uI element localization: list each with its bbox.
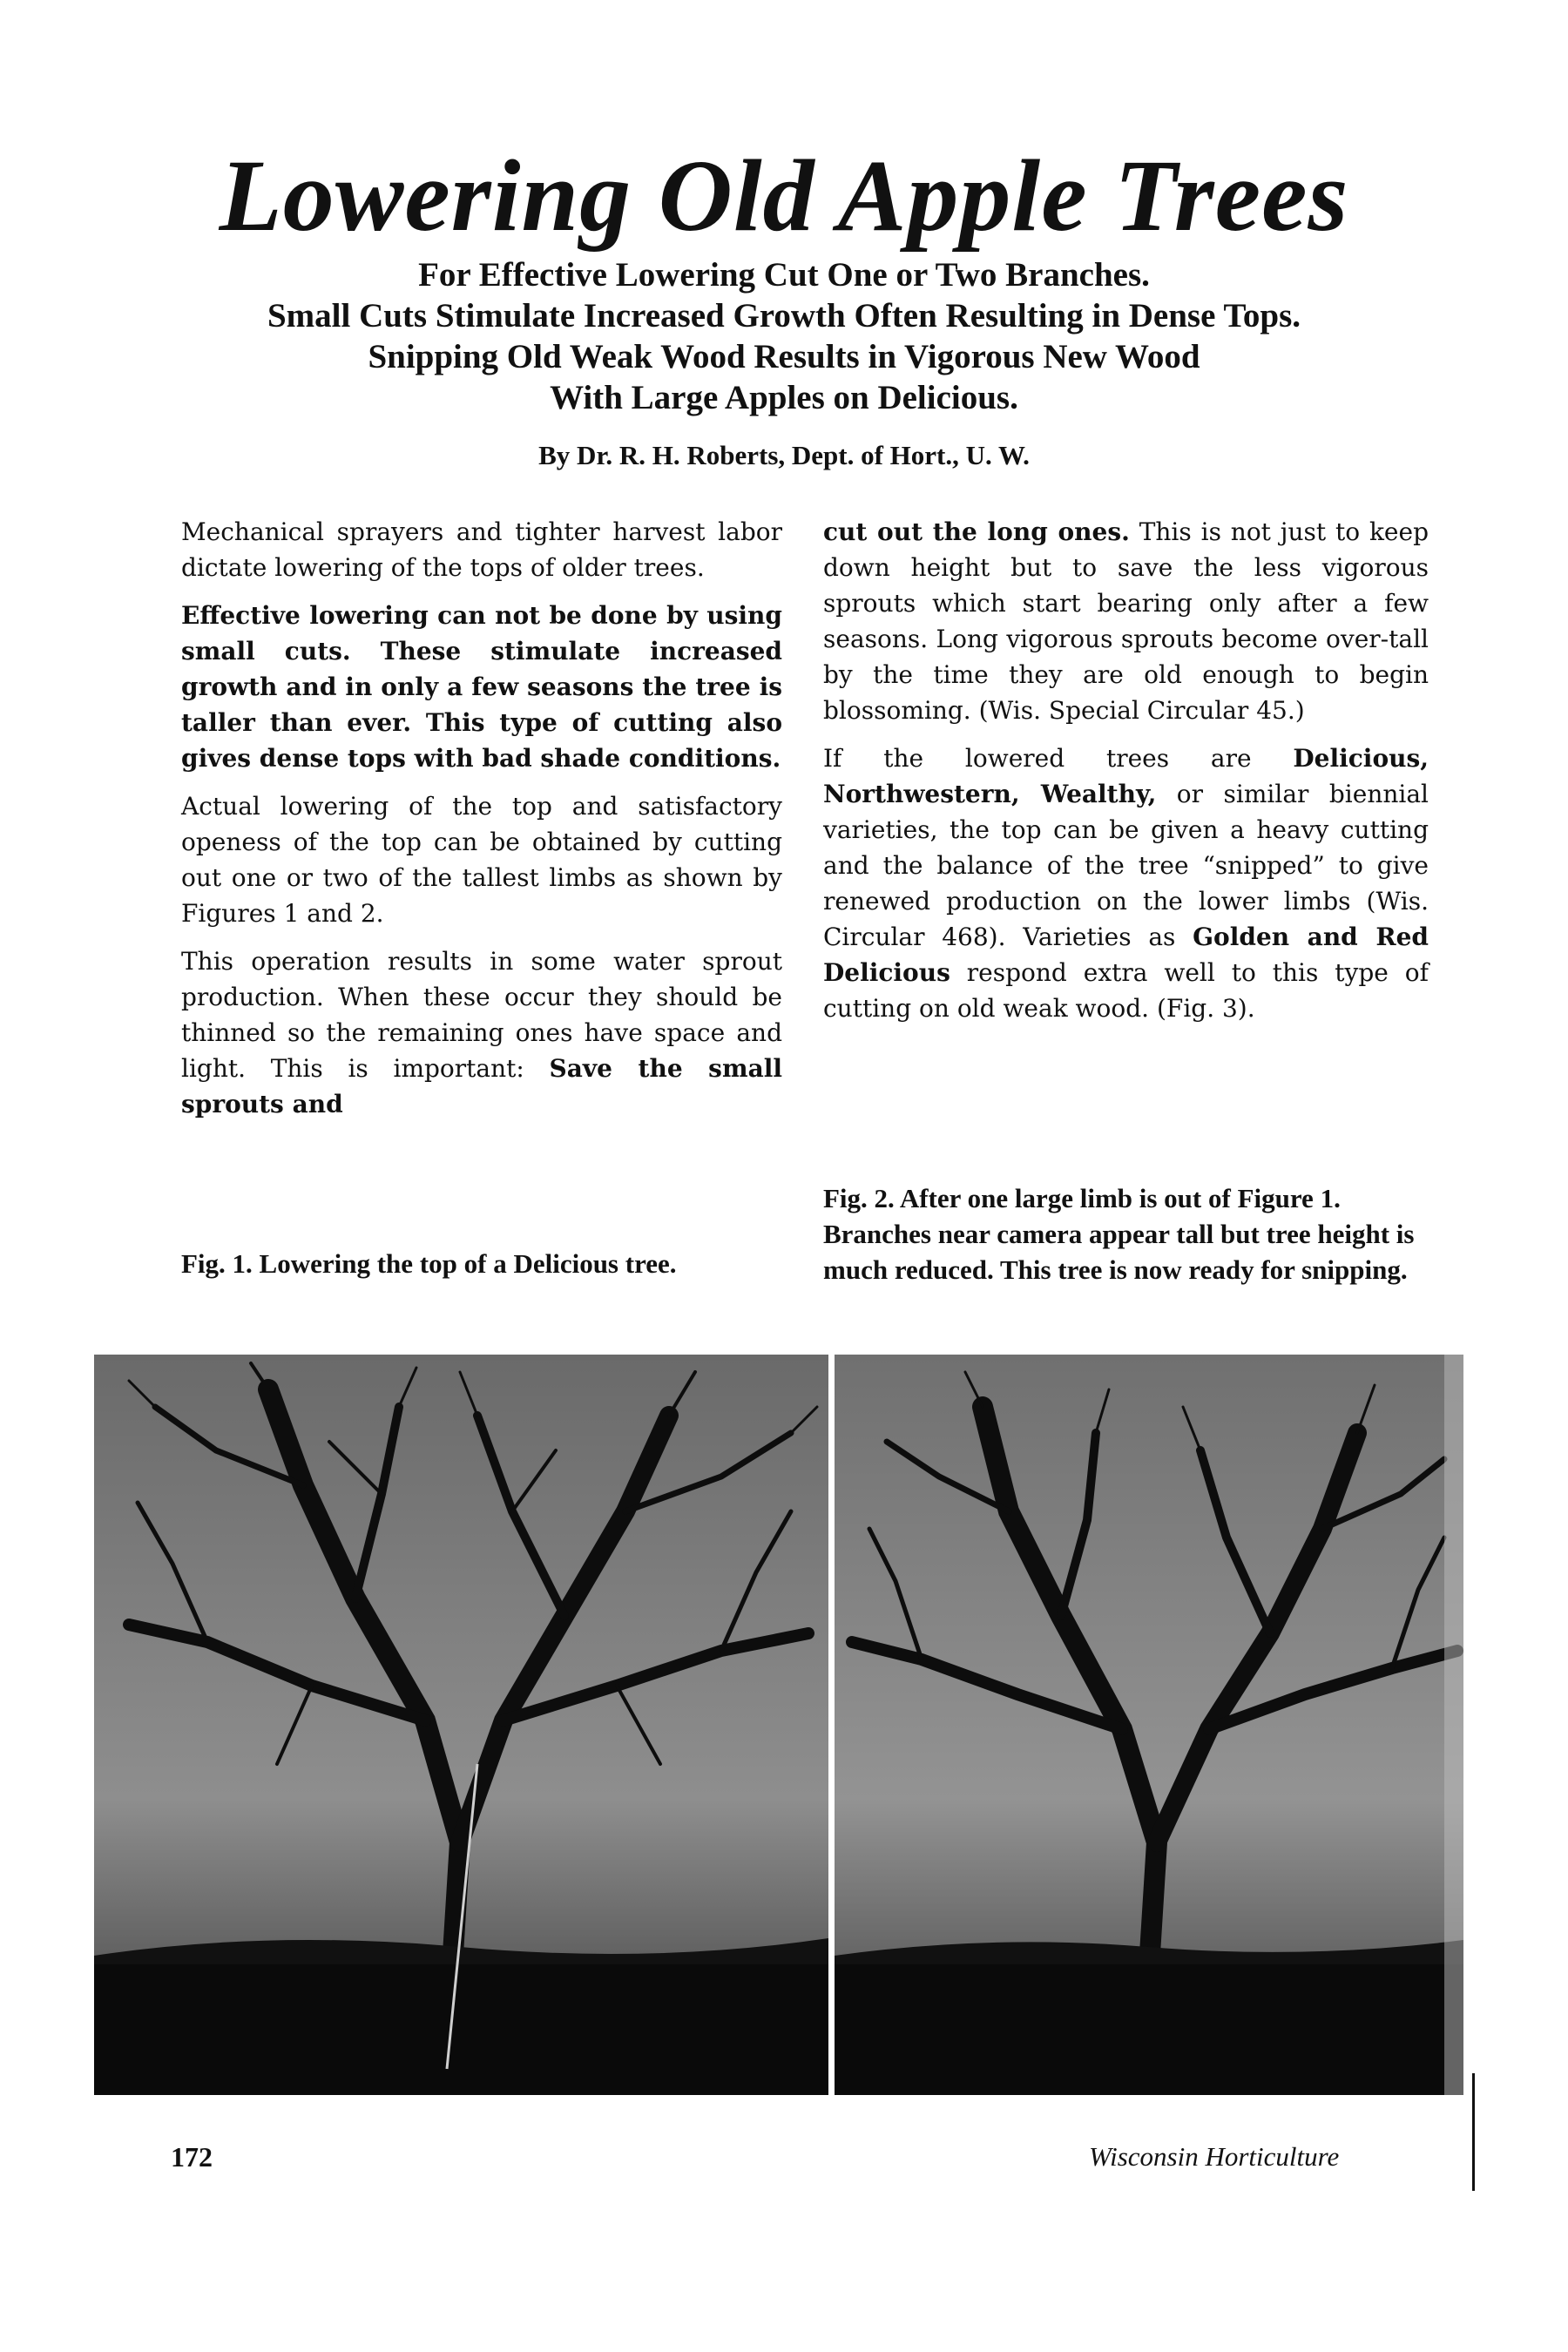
paragraph xyxy=(823,514,1429,728)
paragraph: Actual lowering of the top and satisfactory openess of the top can be obtained by cutting out one or two of the tallest limbs as shown by Figures 1 and 2. xyxy=(181,792,782,928)
journal-name: Wisconsin Horticulture xyxy=(1089,2141,1340,2172)
paragraph xyxy=(181,943,782,1122)
figure-1-caption: Fig. 1. Lowering the top of a Delicious tree. xyxy=(181,1248,677,1279)
subtitle-line: For Effective Lowering Cut One or Two Branches. xyxy=(418,256,1150,294)
variety-names: Delicious, Northwestern, Wealthy, xyxy=(823,744,1429,808)
column-left xyxy=(181,514,782,1134)
figure-2-caption: Fig. 2. After one large limb is out of Figure 1. Branches near camera appear tall but tree height is much reduced. This tree is now ready for snipping. xyxy=(823,1183,1415,1285)
variety-names: Golden and Red Delicious xyxy=(823,923,1429,987)
paragraph-emphasis: Save the small sprouts and xyxy=(181,1054,782,1119)
subtitle-line: With Large Apples on Delicious. xyxy=(550,379,1018,416)
paragraph: Mechanical sprayers and tighter harvest labor dictate lowering of the tops of older trees. xyxy=(181,517,782,582)
column-right xyxy=(823,514,1429,1038)
subtitle-line: Small Cuts Stimulate Increased Growth Often Resulting in Dense Tops. xyxy=(267,297,1301,335)
article-subtitle xyxy=(174,254,1394,418)
paragraph xyxy=(823,740,1429,1026)
article-title: Lowering Old Apple Trees xyxy=(219,139,1349,253)
paragraph-text: respond extra well to this type of cutting on old weak wood. (Fig. 3). xyxy=(823,958,1429,1023)
paragraph-text: If the lowered trees are xyxy=(823,744,1294,773)
paragraph-bold: Effective lowering can not be done by using small cuts. These stimulate increased growth and in only a few seasons the tree is taller than ever. This type of cutting also gives dense tops with bad shade conditions. xyxy=(181,601,782,773)
page-number: 172 xyxy=(171,2141,213,2173)
figure-1-photo xyxy=(94,1355,828,2095)
byline: By Dr. R. H. Roberts, Dept. of Hort., U. W. xyxy=(538,440,1030,470)
paragraph-text: This is not just to keep down height but to save the less vigorous sprouts which start bearing only after a few seasons. Long vigorous sprouts become over-tall by the time they are old enough to begin blossoming. (Wis. Special Circular 45.) xyxy=(823,517,1429,725)
subtitle-line: Snipping Old Weak Wood Results in Vigorous New Wood xyxy=(368,338,1200,375)
edge-rule xyxy=(1472,2073,1475,2191)
paragraph-emphasis: cut out the long ones. xyxy=(823,517,1130,546)
figure-2-photo xyxy=(835,1355,1463,2095)
paragraph-text: This operation results in some water sprout production. When these occur they should be thinned so the remaining ones have space and light. This is important: xyxy=(181,947,782,1083)
paragraph-text: or similar biennial varieties, the top can be given a heavy cutting and the balance of the tree “snipped” to give renewed production on the lower limbs (Wis. Circular 468). Varieties as xyxy=(823,780,1429,951)
